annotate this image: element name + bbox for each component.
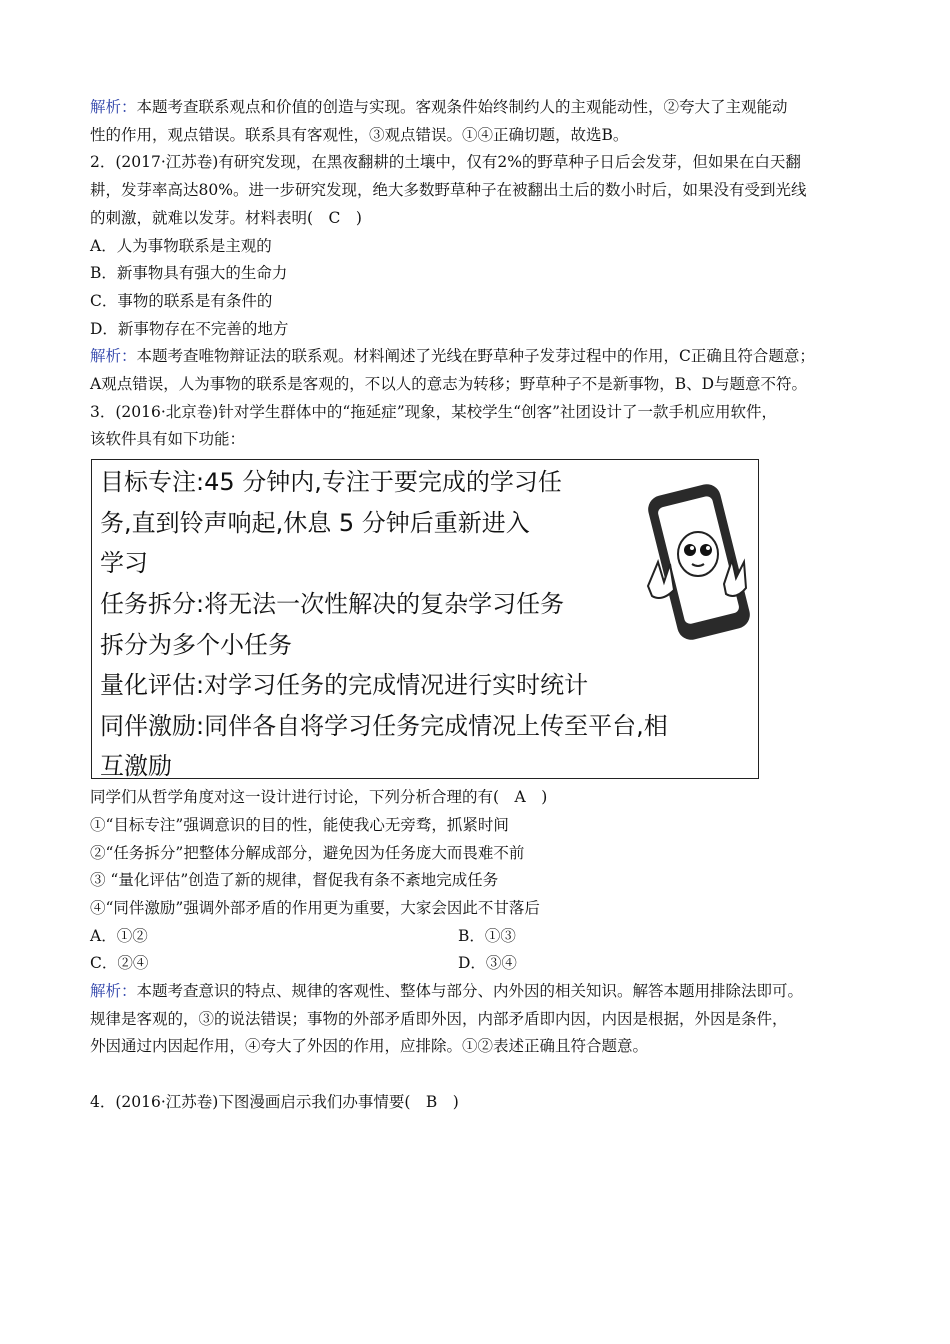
q3-option-c: C．②④ xyxy=(90,954,149,973)
document-content xyxy=(90,94,870,1117)
q2-stem-line: 耕，发芽率高达80%。进一步研究发现，绝大多数野草种子在被翻出土后的数小时后，如果没有受到光线 xyxy=(90,181,807,200)
q3-item-4: ④“同伴激励”强调外部矛盾的作用更为重要，大家会因此不甘落后 xyxy=(90,898,540,917)
q3-item-1: ①“目标专注”强调意识的目的性，能使我心无旁骛，抓紧时间 xyxy=(90,815,509,834)
q1-analysis-line: 性的作用，观点错误。联系具有客观性，③观点错误。①④正确切题，故选B。 xyxy=(90,125,629,144)
analysis-label: 解析： xyxy=(90,98,137,116)
q2-option-d: D．新事物存在不完善的地方 xyxy=(90,319,289,338)
q2-stem-line: 2．(2017·江苏卷)有研究发现，在黑夜翻耕的土壤中，仅有2%的野草种子日后会发芽，但如果在白天翻 xyxy=(90,153,801,172)
figure-line: 互激励 xyxy=(100,752,172,781)
q2-option-b: B．新事物具有强大的生命力 xyxy=(90,264,288,283)
q3-analysis-text: 本题考查意识的特点、规律的客观性、整体与部分、内外因的相关知识。解答本题用排除法即可。 xyxy=(136,982,804,1001)
q4-stem: 4．(2016·江苏卷)下图漫画启示我们办事情要( B ) xyxy=(90,1093,459,1112)
q3-item-2: ②“任务拆分”把整体分解成部分，避免因为任务庞大而畏难不前 xyxy=(90,843,525,862)
q3-question: 同学们从哲学角度对这一设计进行讨论，下列分析合理的有( A ) xyxy=(90,788,548,807)
q2-analysis-line: A观点错误，人为事物的联系是客观的，不以人的意志为转移；野草种子不是新事物，B、D与题意不符。 xyxy=(90,375,808,394)
q2-option-c: C．事物的联系是有条件的 xyxy=(90,291,273,310)
figure-line: 任务拆分:将无法一次性解决的复杂学习任务 xyxy=(100,589,565,618)
analysis-label: 解析： xyxy=(90,347,137,366)
app-features-figure xyxy=(91,459,759,779)
q3-analysis-line: 规律是客观的，③的说法错误；事物的外部矛盾即外因，内部矛盾即内因，内因是根据，外因是条件， xyxy=(90,1009,788,1028)
figure-line: 务,直到铃声响起,休息 5 分钟后重新进入 xyxy=(100,508,530,537)
q2-stem-line: 的刺激，就难以发芽。材料表明( C ) xyxy=(90,208,362,227)
q3-options-row xyxy=(90,923,870,951)
q3-options-row xyxy=(90,950,870,978)
cartoon-phone-icon xyxy=(640,478,758,646)
q3-option-d: D．③④ xyxy=(458,954,517,973)
q3-option-b: B．①③ xyxy=(458,926,516,945)
figure-line: 拆分为多个小任务 xyxy=(100,630,292,659)
q2-analysis-text: 本题考查唯物辩证法的联系观。材料阐述了光线在野草种子发芽过程中的作用，C正确且符合题意； xyxy=(136,347,815,366)
q2-option-a: A．人为事物联系是主观的 xyxy=(90,236,272,255)
q3-item-3: ③ “量化评估”创造了新的规律，督促我有条不紊地完成任务 xyxy=(90,871,499,890)
q1-analysis-text: 本题考查联系观点和价值的创造与实现。客观条件始终制约人的主观能动性，②夸大了主观能动 xyxy=(136,98,788,116)
analysis-label: 解析： xyxy=(90,982,137,1001)
q3-option-a: A．①② xyxy=(90,926,148,945)
figure-line: 量化评估:对学习任务的完成情况进行实时统计 xyxy=(100,671,589,700)
q3-stem-line: 3．(2016·北京卷)针对学生群体中的“拖延症”现象，某校学生“创客”社团设计了一款手机应用软件， xyxy=(90,402,778,421)
q2-analysis-line xyxy=(90,343,870,371)
q3-stem-line: 该软件具有如下功能： xyxy=(90,430,246,449)
figure-line: 目标专注:45 分钟内,专注于要完成的学习任 xyxy=(100,468,562,497)
figure-line: 学习 xyxy=(100,549,148,578)
figure-text xyxy=(100,462,668,787)
q1-analysis-line xyxy=(90,94,870,122)
figure-line: 同伴激励:同伴各自将学习任务完成情况上传至平台,相 xyxy=(100,711,668,740)
q3-analysis-line xyxy=(90,978,870,1006)
q3-analysis-line: 外因通过内因起作用，④夸大了外因的作用，应排除。①②表述正确且符合题意。 xyxy=(90,1037,649,1056)
spacer xyxy=(90,1061,870,1089)
